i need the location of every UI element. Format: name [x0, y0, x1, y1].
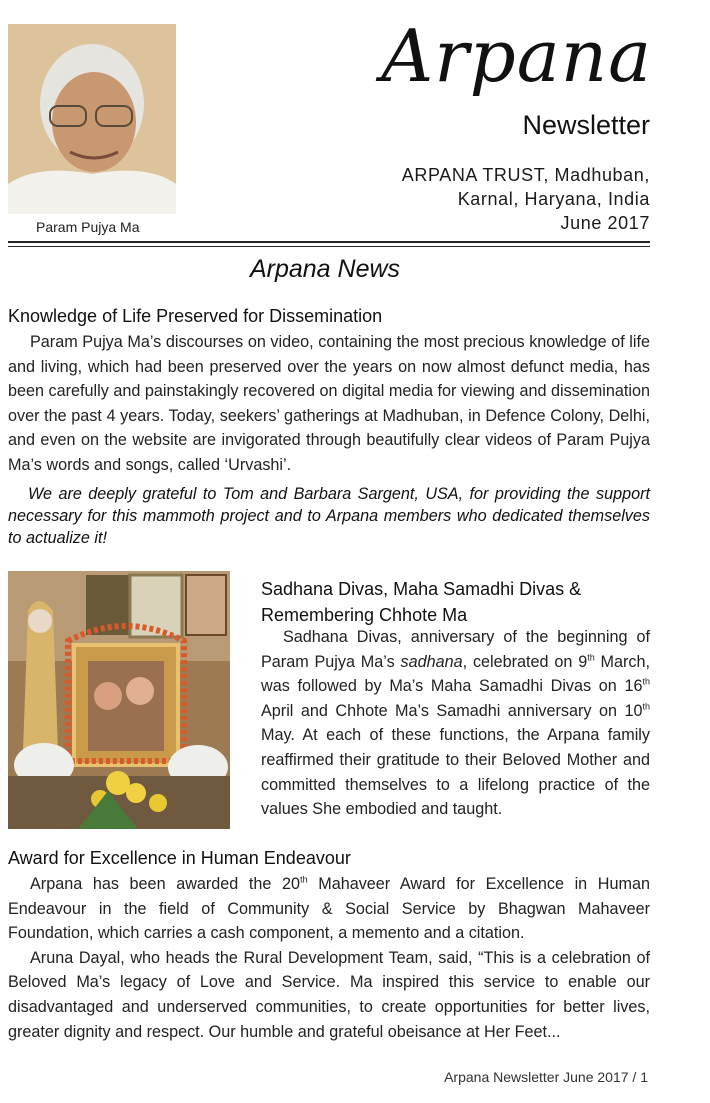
org-line-1: ARPANA TRUST, Madhuban,: [401, 165, 650, 185]
header-rule: [8, 241, 650, 243]
portrait-photo: [8, 24, 176, 214]
article1-paragraph: Param Pujya Ma’s discourses on video, containing the most precious knowledge of life and living, which had been preserved over the years on now almost defunct media, has been carefully and painstakingly recovered on digital media for viewing and dissemination over the past 4 years. Today, seekers’ gatherings at Madhuban, in Defence Colony, Delhi, and even on the website are invigorated through beautifully clear videos of Param Pujya Ma’s words and songs, called ‘Urvashi’.: [8, 333, 650, 474]
article2-heading: [261, 576, 581, 628]
article1-acknowledgement: We are deeply grateful to Tom and Barbara Sargent, USA, for providing the support necessary for this mammoth project and to Arpana members who dedicated themselves to actualize it!: [8, 485, 650, 547]
article3-body: [8, 872, 650, 1044]
article1-body: [8, 330, 650, 478]
article2-heading-line1: Sadhana Divas, Maha Samadhi Divas &: [261, 579, 582, 599]
issue-date: June 2017: [560, 213, 650, 233]
article1-heading: Knowledge of Life Preserved for Dissemination: [8, 306, 383, 326]
article2-body: [261, 625, 650, 822]
organization-address: [402, 163, 650, 235]
masthead-subtitle: Newsletter: [522, 110, 650, 140]
article3-heading: Award for Excellence in Human Endeavour: [8, 848, 351, 868]
header-rule-thin: [8, 246, 650, 247]
article3-paragraph-2: Aruna Dayal, who heads the Rural Development Team, said, “This is a celebration of Beloved Ma’s legacy of Love and Service. Ma inspired this service to enable our disadvantaged and underserved communities, to create opportunities for better lives, greater dignity and respect. Our humble and grateful obeisance at Her Feet...: [8, 948, 650, 1041]
masthead-title: Arpana: [381, 14, 652, 98]
section-title: Arpana News: [249, 255, 401, 283]
org-line-2: Karnal, Haryana, India: [457, 189, 650, 209]
page-footer: Arpana Newsletter June 2017 / 1: [444, 1069, 648, 1085]
portrait-caption: Param Pujya Ma: [36, 219, 140, 235]
shrine-photo: [8, 571, 230, 829]
article2-heading-line2: Remembering Chhote Ma: [261, 605, 468, 625]
article2-paragraph: Sadhana Divas, anniversary of the beginning of Param Pujya Ma’s sadhana, celebrated on 9th March, was followed by Ma’s Maha Samadhi Divas on 16th April and Chhote Ma’s Samadhi anniversary on 10th May. At each of these functions, the Arpana family reaffirmed their gratitude to their Beloved Mother and committed themselves to a lifelong practice of the values She embodied and taught.: [261, 628, 651, 819]
article3-paragraph-1: Arpana has been awarded the 20th Mahaveer Award for Excellence in Human Endeavour in the field of Community & Social Service by Bhagwan Mahaveer Foundation, which carries a cash component, a memento and a citation.: [8, 874, 650, 943]
